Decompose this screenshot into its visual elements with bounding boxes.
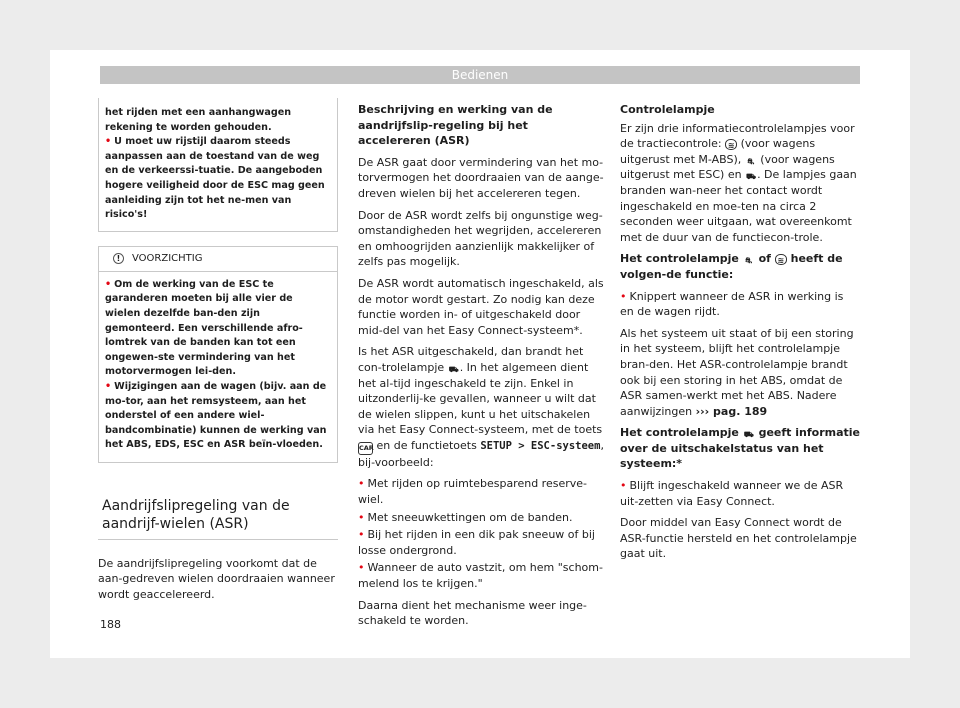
list-item: • Knippert wanneer de ASR in werking is en de wagen rijdt. bbox=[620, 289, 844, 319]
subheading: Het controlelampje ⛟ geeft informatie over de uitschakelstatus van het systeem:* bbox=[620, 426, 861, 471]
column-1 bbox=[98, 98, 338, 603]
caution-item: • Om de werking van de ESC te garanderen moeten bij alle vier de wielen dezelfde ban-den zijn gemonteerd. Een verschillende afro-lomtrek van de banden kan tot een ongewen-ste vermindering van het motorvermogen lei-den. bbox=[105, 278, 303, 378]
bullet-icon: • bbox=[358, 561, 365, 575]
subheading: Het controlelampje ⛐ of ≋ heeft de volgen-de functie: bbox=[620, 252, 843, 281]
list-item: • Bij het rijden in een dik pak sneeuw of bij losse ondergrond. bbox=[358, 528, 595, 557]
paragraph: De ASR wordt automatisch ingeschakeld, als de motor wordt gestart. Zo nodig kan deze functie worden in- of uitgeschakeld door mid-del van het Easy Connect-systeem*. bbox=[358, 276, 604, 337]
paragraph: Daarna dient het mechanisme weer inge-schakeld te worden. bbox=[358, 598, 587, 628]
page-number: 188 bbox=[100, 618, 121, 631]
caution-body bbox=[99, 272, 337, 462]
caution-box bbox=[98, 246, 338, 463]
warning-text: het rijden met een aanhangwagen rekening te worden gehouden. bbox=[105, 107, 292, 133]
caution-title: VOORZICHTIG bbox=[132, 252, 203, 264]
paragraph: Er zijn drie informatiecontrolelampjes voor de tractiecontrole: ≋ (voor wagens uitgerust met M-ABS), ⛐ (voor wagens uitgerust met ESC) en ⛟. De lampjes gaan branden wan-neer het contact wordt ingeschakeld en moe-ten na circa 2 seconden weer uitgaan, wat overeenkomt met de duur van de functiecon-trole. bbox=[620, 121, 857, 244]
bullet-icon: • bbox=[358, 528, 365, 542]
bullet-icon: • bbox=[105, 136, 112, 148]
traction-control-icon: ≋ bbox=[775, 254, 787, 265]
menu-path: SETUP > ESC-systeem bbox=[480, 439, 601, 452]
bullet-icon: • bbox=[358, 510, 365, 524]
bullet-icon: • bbox=[105, 278, 112, 290]
paragraph: Door middel van Easy Connect wordt de ASR-functie hersteld en het controlelampje gaat uit. bbox=[620, 516, 857, 561]
bullet-icon: • bbox=[105, 380, 112, 392]
list-item: • Met rijden op ruimtebesparend reserve-wiel. bbox=[358, 477, 587, 507]
esc-car-icon: ⛐ bbox=[747, 156, 755, 166]
column-3 bbox=[620, 102, 860, 568]
subheading: Controlelampje bbox=[620, 103, 715, 116]
paragraph: Is het ASR uitgeschakeld, dan brandt het con-trolelampje ⛟. In het algemeen dient het al-tijd ingeschakeld te zijn. Enkel in uitzonderlij-ke gevallen, wanneer u wilt dat de wielen slippen, kunt u het uitschakelen via het Easy Connect-systeem, met de toets CAR en de functietoets SETUP > ESC-systeem, bij-voorbeeld: bbox=[358, 345, 604, 469]
page-link[interactable]: ››› pag. 189 bbox=[695, 404, 768, 418]
column-2 bbox=[358, 102, 604, 635]
paragraph: De ASR gaat door vermindering van het mo-torvermogen het doordraaien van de aange-dreven wielen bij het accelereren tegen. bbox=[358, 155, 604, 200]
caution-icon: ! bbox=[113, 253, 124, 264]
asr-off-icon: ⛟ bbox=[448, 364, 459, 374]
subheading: Beschrijving en werking van de aandrijfslip-regeling bij het accelereren (ASR) bbox=[358, 103, 553, 148]
caution-item: • Wijzigingen aan de wagen (bijv. aan de mo-tor, aan het remsysteem, aan het onderstel of een andere wiel-bandcombinatie) kunnen de werking van het ABS, EDS, ESC en ASR beïn-vloeden. bbox=[105, 380, 327, 451]
asr-off-icon: ⛟ bbox=[743, 430, 754, 440]
list-item: • Blijft ingeschakeld wanneer we de ASR uit-zetten via Easy Connect. bbox=[620, 479, 844, 508]
section-title: Aandrijfslipregeling van de aandrijf-wielen (ASR) bbox=[98, 497, 338, 540]
bullet-icon: • bbox=[358, 477, 365, 491]
list-item: • Met sneeuwkettingen om de banden. bbox=[358, 510, 573, 524]
bullet-icon: • bbox=[620, 289, 627, 303]
warning-item: • U moet uw rijstijl daarom steeds aanpassen aan de toestand van de weg en de verkeerssi-tuatie. De aangeboden hogere veiligheid door de ESC mag geen aanleiding zijn tot het ne-men van risico's! bbox=[105, 136, 325, 221]
caution-header bbox=[99, 247, 337, 272]
warning-continuation-box bbox=[98, 98, 338, 232]
car-key-icon: CAR bbox=[358, 442, 373, 455]
traction-control-icon: ≋ bbox=[725, 139, 737, 150]
bullet-icon: • bbox=[620, 479, 627, 493]
list-item: • Wanneer de auto vastzit, om hem "schom-melend los te krijgen." bbox=[358, 561, 603, 591]
section-intro: De aandrijfslipregeling voorkomt dat de aan-gedreven wielen doordraaien wanneer wordt geaccelereerd. bbox=[98, 556, 335, 602]
chapter-header: Bedienen bbox=[100, 66, 860, 84]
paragraph: Als het systeem uit staat of bij een storing in het systeem, blijft het controlelampje bran-den. Het ASR-controlelampje brandt ook bij een storing in het ABS, omdat de ASR samen-werkt met het ABS. Nadere aanwijzingen ››› pag. 189 bbox=[620, 326, 854, 418]
esc-car-icon: ⛐ bbox=[745, 256, 753, 266]
asr-off-icon: ⛟ bbox=[746, 172, 757, 182]
paragraph: Door de ASR wordt zelfs bij ongunstige weg-omstandigheden het wegrijden, accelereren en omhoogrijden aanzienlijk makkelijker of zelfs pas mogelijk. bbox=[358, 208, 603, 269]
